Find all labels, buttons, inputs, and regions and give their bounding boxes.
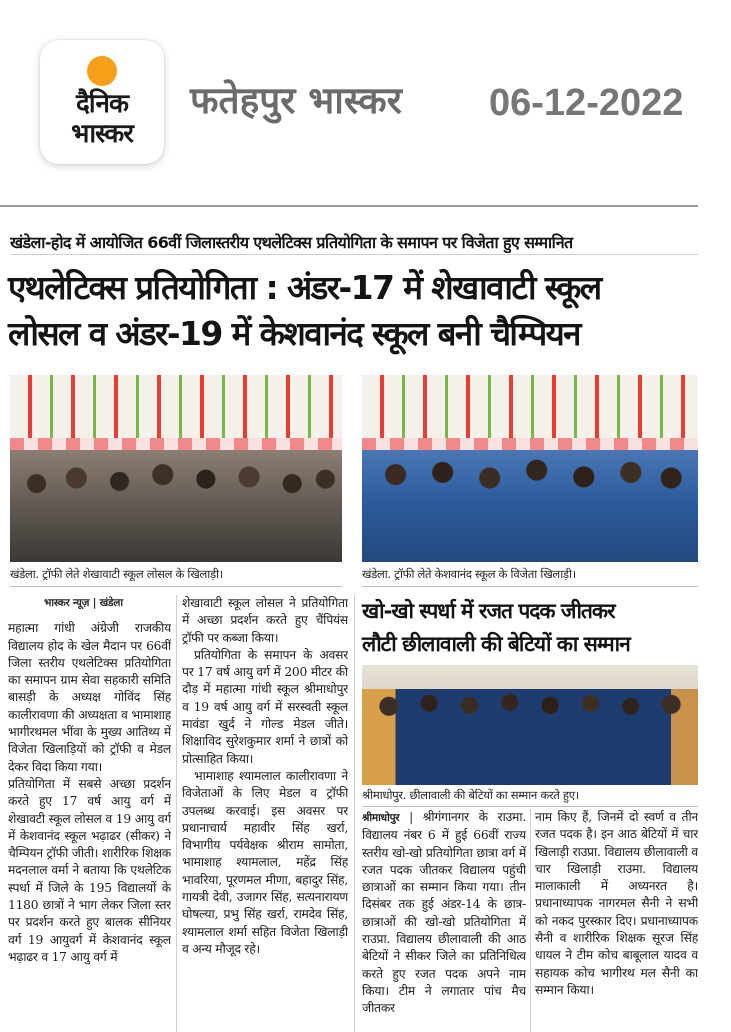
sun-icon bbox=[87, 56, 117, 86]
caption-divider bbox=[10, 586, 342, 587]
logo-text-bhaskar: भास्कर bbox=[71, 119, 133, 149]
kicker-divider bbox=[10, 254, 698, 255]
side-story-dateline: श्रीमाधोपुर bbox=[362, 812, 400, 824]
article-paragraph: महात्मा गांधी अंग्रेजी राजकीय विद्यालय होद के खेल मैदान पर 66वीं जिला स्तरीय एथलेटिक्स प्रतियोगिता का समापन ग्राम सेवा सहकारी समिति बासड़ी के अध्यक्ष गोविंद सिंह कालीरावणा की अध्यक्षता व भामाशाह भागीरथमल भींवा के मुख्य आतिथ्य में विजेता खिलाड़ियों को ट्रॉफी व मेडल देकर विदा किया गया। bbox=[8, 621, 171, 774]
column-divider bbox=[354, 595, 355, 1032]
article-headline bbox=[8, 265, 698, 357]
byline: भास्कर न्यूज़ | खंडेला bbox=[44, 597, 123, 609]
headline-line-1: एथलेटिक्स प्रतियोगिता : अंडर-17 में शेखावाटी स्कूल bbox=[8, 268, 601, 307]
article-paragraph: प्रतियोगिता के समापन के अवसर पर 17 वर्ष आयु वर्ग में 200 मीटर की दौड़ में महात्मा गांधी स्कूल श्रीमाधोपुर व 19 वर्ष आयु वर्ग में सरस्वती स्कूल मावंडा खुर्द ने गोल्ड मेडल जीते। शिक्षाविद सुरेशकुमार शर्मा ने छात्रों को प्रोत्साहित किया। bbox=[182, 647, 348, 766]
newspaper-clipping bbox=[0, 207, 731, 1032]
side-story-column-2 bbox=[535, 809, 698, 1032]
article-paragraph: शेखावाटी स्कूल लोसल ने प्रतियोगिता में अच्छा प्रदर्शन करते हुए चैंपियंस ट्रॉफी पर कब्जा किया। bbox=[182, 596, 348, 645]
dainik-bhaskar-logo[interactable] bbox=[40, 40, 164, 164]
photo-khokho-team-honour bbox=[362, 665, 698, 785]
masthead bbox=[0, 0, 731, 200]
article-paragraph: प्रतियोगिता में सबसे अच्छा प्रदर्शन करते हुए 17 वर्ष आयु वर्ग में शेखावटी स्कूल लोसल व 19 आयु वर्ग में केशवानंद स्कूल भढ़ाढर (सीकर) ने चैम्पियन ट्रॉफी जीती। शारीरिक शिक्षक मदनलाल वर्मा ने बताया कि एथलेटिक स्पर्धा में जिले के 195 विद्यालयों के 1180 छात्रों ने भाग लेकर जिला स्तर पर प्रदर्शन करते हुए बालक सीनियर वर्ग 19 आयुवर्ग में केशवानंद स्कूल भढ़ाढर व 17 आयु वर्ग में bbox=[8, 776, 171, 964]
photo-crowd bbox=[10, 450, 342, 562]
side-story-paragraph: नाम किए हैं, जिनमें दो स्वर्ण व तीन रजत पदक है। इन आठ बेटियों में चार खिलाड़ी राउप्रा. विद्यालय छीलावाली व चार खिलाड़ी राउमा. विद्यालय मालाकाली में अध्यनरत है। प्रधानाध्यापक नागरमल सैनी ने सभी को नकद पुरस्कार दिए। प्रधानाध्यापक सैनी व शारीरिक शिक्षक सूरज सिंह धायल ने टीम कोच बाबूलाल यादव व सहायक कोच भागीरथ मल सैनी का सम्मान किया। bbox=[535, 810, 698, 997]
side-photo-caption: श्रीमाधोपुर. छीलावाली की बेटियों का सम्मान करते हुए। bbox=[362, 788, 579, 802]
article-paragraph: भामाशाह श्यामलाल कालीरावणा ने विजेताओं के लिए मेडल व ट्रॉफी उपलब्ध करवाई। इस अवसर पर प्रधानाचार्य महावीर सिंह खर्रा, विभागीय पर्यवेक्षक श्रीराम सामोता, भामाशाह श्यामलाल, महेंद्र सिंह भावरिया, पूरणमल मीणा, बहादुर सिंह, गायत्री देवी, उजागर सिंह, सत्यनारायण घोषल्या, प्रभु सिंह खर्रा, रामदेव सिंह, श्यामलाल शर्मा सहित विजेता खिलाड़ी व अन्य मौजूद रहे। bbox=[182, 768, 348, 956]
caption-divider bbox=[362, 806, 698, 807]
photo-team bbox=[362, 689, 698, 785]
side-story-column-1 bbox=[362, 809, 526, 1032]
photo-crowd bbox=[362, 450, 698, 562]
publication-date: 06-12-2022 bbox=[489, 82, 684, 124]
side-story-paragraph: श्रीमाधोपुर | श्रीगंगानगर के राउमा. विद्यालय नंबर 6 में हुई 66वीं राज्य स्तरीय खो-खो प्रतियोगिता छात्रा वर्ग में रजत पदक जीतकर विद्यालय पहुंची छात्राओं का सम्मान किया गया। तीन दिसंबर तक हुई अंडर-14 के छात्र-छात्राओं की खो-खो प्रतियोगिता में राउप्रा. विद्यालय छीलावाली की आठ बेटियों ने सीकर जिले का प्रतिनिधित्व करते हुए रजत पदक अपने नाम किया। टीम ने लगातार पांच मैच जीतकर bbox=[362, 810, 526, 1016]
caption-divider bbox=[362, 586, 698, 587]
side-story-text: श्रीगंगानगर के राउमा. विद्यालय नंबर 6 में हुई 66वीं राज्य स्तरीय खो-खो प्रतियोगिता छात्रा वर्ग में रजत पदक जीतकर विद्यालय पहुंची छात्राओं का सम्मान किया गया। तीन दिसंबर तक हुई अंडर-14 के छात्र-छात्राओं की खो-खो प्रतियोगिता में राउप्रा. विद्यालय छीलावाली की आठ बेटियों ने सीकर जिले का प्रतिनिधित्व करते हुए रजत पदक अपने नाम किया। टीम ने लगातार पांच मैच जीतकर bbox=[362, 810, 526, 1016]
column-divider bbox=[530, 809, 531, 1032]
photo1-caption: खंडेला. ट्रॉफी लेते शेखावाटी स्कूल लोसल के खिलाड़ी। bbox=[10, 567, 223, 581]
side-headline-line-2: लौटी छीलावाली की बेटियों का सम्मान bbox=[362, 632, 630, 656]
side-story-headline bbox=[362, 595, 698, 661]
photo-trophy-keshwanand-school bbox=[362, 375, 698, 562]
column-divider bbox=[176, 595, 177, 1032]
article-kicker: खंडेला-होद में आयोजित 66वीं जिलास्तरीय एथलेटिक्स प्रतियोगिता के समापन पर विजेता हुए सम्मानित bbox=[10, 233, 573, 252]
article-column-2 bbox=[182, 595, 348, 1032]
edition-title: फतेहपुर भास्कर bbox=[190, 79, 402, 122]
headline-line-2: लोसल व अंडर-19 में केशवानंद स्कूल बनी चैम्पियन bbox=[8, 314, 580, 353]
photo2-caption: खंडेला. ट्रॉफी लेते केशवानंद स्कूल के विजेता खिलाड़ी। bbox=[362, 567, 576, 581]
photo-trophy-sekhawati-school bbox=[10, 375, 342, 562]
article-column-1 bbox=[8, 595, 171, 1032]
logo-text-dainik: दैनिक bbox=[76, 89, 128, 119]
side-headline-line-1: खो-खो स्पर्धा में रजत पदक जीतकर bbox=[362, 599, 615, 623]
